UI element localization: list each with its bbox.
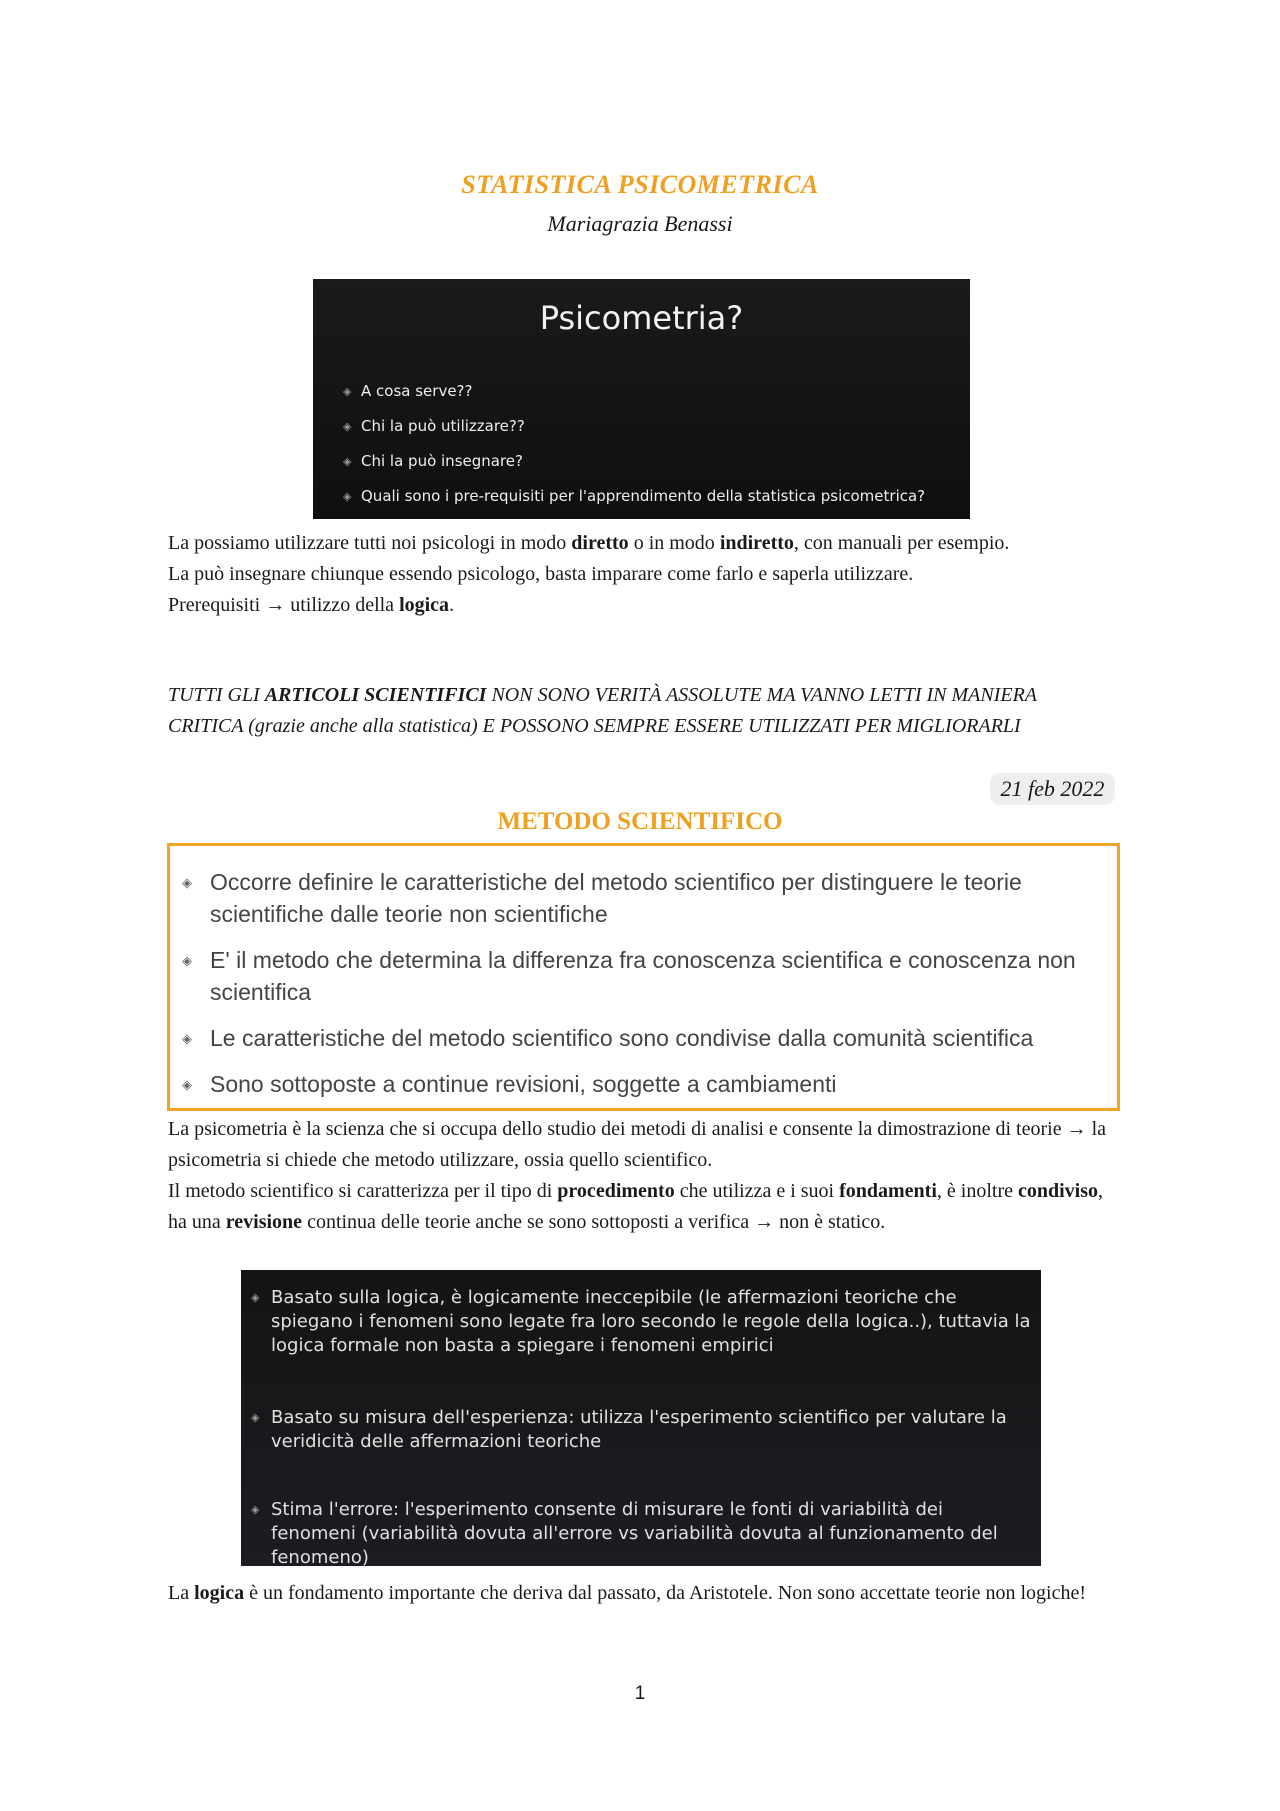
diamond-bullet-icon: ◈	[251, 1411, 260, 1424]
diamond-bullet-icon: ◈	[251, 1503, 260, 1516]
diamond-bullet-icon: ◈	[182, 1077, 192, 1092]
intro-paragraph: La possiamo utilizzare tutti noi psicologi in modo diretto o in modo indiretto, con manuali per esempio. La può insegnare chiunque essendo psicologo, basta imparare come farlo e saperla utilizzare. Prerequisiti → utilizzo della logica.	[168, 532, 1010, 616]
diamond-bullet-icon: ◈	[182, 953, 192, 968]
slide-question: ◈ Quali sono i pre-requisiti per l'apprendimento della statistica psicometrica?	[343, 487, 926, 505]
foundation-item: ◈ Basato su misura dell'esperienza: utilizza l'esperimento scientifico per valutare la veridicità delle affermazioni teoriche	[251, 1407, 1007, 1452]
slide-question: ◈ Chi la può insegnare?	[343, 452, 523, 470]
diamond-bullet-icon: ◈	[251, 1291, 260, 1304]
slide-question-list	[343, 381, 963, 521]
diamond-bullet-icon: ◈	[182, 875, 192, 890]
page-number: 1	[634, 1683, 646, 1704]
box-bullet-item: ◈ Sono sottoposte a continue revisioni, soggette a cambiamenti	[182, 1068, 1117, 1100]
page-title: STATISTICA PSICOMETRICA	[461, 170, 819, 199]
foundations-list	[251, 1286, 1031, 1570]
page-author: Mariagrazia Benassi	[547, 211, 733, 236]
slide-question: ◈ Chi la può utilizzare??	[343, 417, 525, 435]
foundation-item: ◈ Basato sulla logica, è logicamente ineccepibile (le affermazioni teoriche che spiegano i fenomeni sono legate fra loro secondo le regole della logica..), tuttavia la logica formale non basta a spiegare i fenomeni empirici	[251, 1287, 1031, 1356]
section-heading: METODO SCIENTIFICO	[497, 808, 783, 835]
critical-reading-note: TUTTI GLI ARTICOLI SCIENTIFICI NON SONO VERITÀ ASSOLUTE MA VANNO LETTI IN MANIERA CRITICA (grazie anche alla statistica) E POSSONO SEMPRE ESSERE UTILIZZATI PER MIGLIORARLI	[168, 684, 1037, 737]
scientific-method-box	[167, 843, 1120, 1111]
box-bullet-list	[182, 866, 1117, 1114]
date-badge: 21 feb 2022	[990, 773, 1115, 805]
diamond-bullet-icon: ◈	[343, 490, 352, 503]
diamond-bullet-icon: ◈	[343, 385, 352, 398]
box-bullet-item: ◈ E' il metodo che determina la differenza fra conoscenza scientifica e conoscenza non scientifica	[182, 947, 1076, 1005]
diamond-bullet-icon: ◈	[182, 1031, 192, 1046]
box-bullet-item: ◈ Le caratteristiche del metodo scientifico sono condivise dalla comunità scientifica	[182, 1022, 1117, 1054]
diamond-bullet-icon: ◈	[343, 420, 352, 433]
slide-question: ◈ A cosa serve??	[343, 382, 473, 400]
slide-method-foundations	[241, 1270, 1041, 1566]
box-bullet-item: ◈ Occorre definire le caratteristiche del metodo scientifico per distinguere le teorie scientifiche dalle teorie non scientifiche	[182, 869, 1022, 927]
psychometrics-paragraph: La psicometria è la scienza che si occupa dello studio dei metodi di analisi e consente la dimostrazione di teorie → la psicometria si chiede che metodo utilizzare, ossia quello scientifico. Il metodo scientifico si caratterizza per il tipo di procedimento che utilizza e i suoi fondamenti, è inoltre condiviso, ha una revisione continua delle teorie anche se sono sottoposti a verifica → non è statico.	[168, 1118, 1107, 1233]
foundation-item: ◈ Stima l'errore: l'esperimento consente di misurare le fonti di variabilità dei fenomeni (variabilità dovuta all'errore vs variabilità dovuta al funzionamento del fenomeno)	[251, 1499, 998, 1568]
diamond-bullet-icon: ◈	[343, 455, 352, 468]
closing-paragraph: La logica è un fondamento importante che deriva dal passato, da Aristotele. Non sono accettate teorie non logiche!	[168, 1582, 1087, 1604]
slide-psicometria	[313, 279, 970, 519]
slide-title: Psicometria?	[539, 299, 744, 337]
